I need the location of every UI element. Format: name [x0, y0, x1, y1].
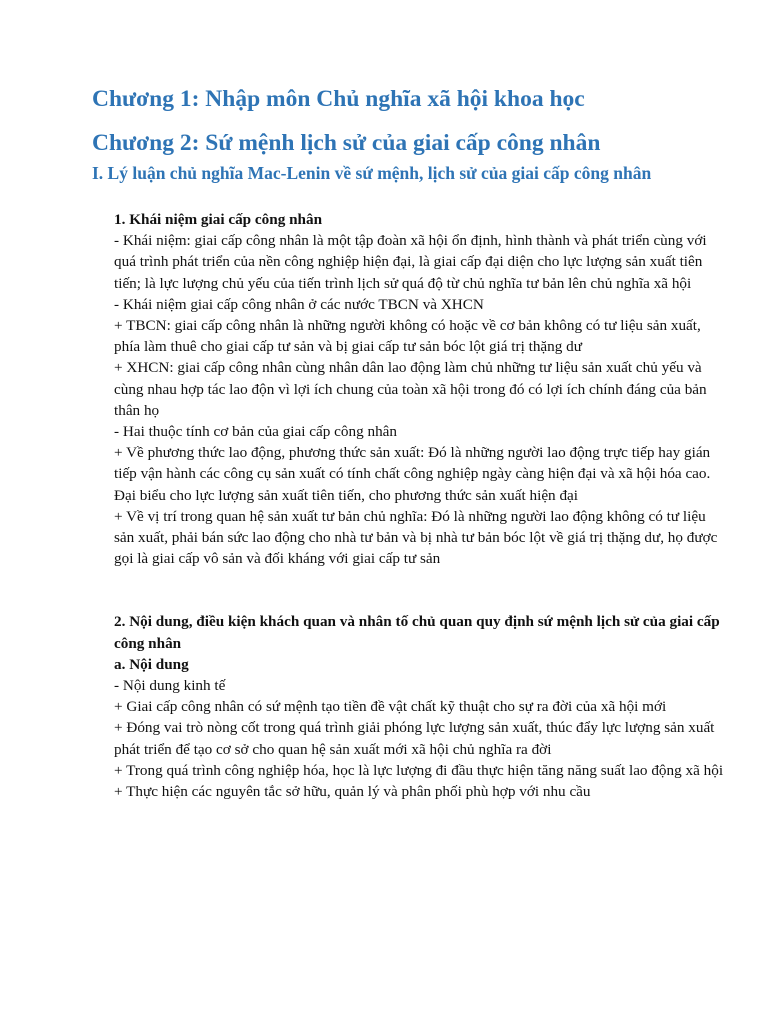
- paragraph: - Khái niệm: giai cấp công nhân là một tập đoàn xã hội ổn định, hình thành và phát triển cùng với quá trình phát triển của nền công nghiệp hiện đại, là giai cấp đại diện cho lực lượng sản xuất tiên tiến; là lực lượng chủ yếu của tiến trình lịch sử quá độ từ chủ nghĩa tư bản lên chủ nghĩa xã hội: [114, 232, 707, 292]
- spacer: [114, 569, 726, 611]
- chapter-2-heading: Chương 2: Sứ mệnh lịch sử của giai cấp công nhân: [92, 130, 601, 156]
- paragraph: + XHCN: giai cấp công nhân cùng nhân dân lao động làm chủ những tư liệu sản xuất chủ yếu và cùng nhau hợp tác lao độn vì lợi ích chung của toàn xã hội trong đó có lợi ích chính đáng của bản thân họ: [114, 359, 707, 419]
- paragraph: + Trong quá trình công nghiệp hóa, học là lực lượng đi đầu thực hiện tăng năng suất lao động xã hội: [114, 761, 724, 779]
- paragraph: + Về vị trí trong quan hệ sản xuất tư bản chủ nghĩa: Đó là những người lao động không có tư liệu sản xuất, phải bán sức lao động cho nhà tư bản và bị nhà tư bản bóc lột về giá trị thặng dư, họ được gọi là giai cấp vô sản và đối kháng với giai cấp tư sản: [114, 507, 718, 568]
- paragraph: + TBCN: giai cấp công nhân là những người không có hoặc về cơ bản không có tư liệu sản xuất, phía làm thuê cho giai cấp tư sản và bị giai cấp tư sản bóc lột giá trị thặng dư: [114, 317, 701, 356]
- paragraph: - Hai thuộc tính cơ bản của giai cấp công nhân: [114, 423, 397, 441]
- paragraph: + Giai cấp công nhân có sứ mệnh tạo tiền đề vật chất kỹ thuật cho sự ra đời của xã hội mới: [114, 698, 667, 716]
- chapter-1-heading: Chương 1: Nhập môn Chủ nghĩa xã hội khoa học: [92, 86, 585, 112]
- subsection-2-heading: 2. Nội dung, điều kiện khách quan và nhân tố chủ quan quy định sứ mệnh lịch sử của giai cấp công nhân: [114, 613, 720, 652]
- paragraph: + Thực hiện các nguyên tắc sở hữu, quản lý và phân phối phù hợp với nhu cầu: [114, 783, 591, 801]
- paragraph: + Đóng vai trò nòng cốt trong quá trình giải phóng lực lượng sản xuất, thúc đẩy lực lượng sản xuất phát triển để tạo cơ sở cho quan hệ sản xuất mới xã hội chủ nghĩa ra đời: [114, 719, 715, 758]
- paragraph: - Nội dung kinh tế: [114, 677, 226, 695]
- paragraph: - Khái niệm giai cấp công nhân ở các nước TBCN và XHCN: [114, 295, 484, 313]
- section-1-heading: I. Lý luận chủ nghĩa Mac-Lenin về sứ mệnh, lịch sử của giai cấp công nhân: [92, 163, 652, 183]
- subsection-2a-heading: a. Nội dung: [114, 655, 189, 673]
- subsection-1-heading: 1. Khái niệm giai cấp công nhân: [114, 211, 323, 228]
- paragraph: + Về phương thức lao động, phương thức sản xuất: Đó là những người lao động trực tiếp hay gián tiếp vận hành các công cụ sản xuất có tính chất công nghiệp ngày càng hiện đại và xã hội hóa cao. Đại biểu cho lực lượng sản xuất tiên tiến, cho phương thức sản xuất hiện đại: [114, 444, 711, 504]
- document-body: [114, 209, 726, 802]
